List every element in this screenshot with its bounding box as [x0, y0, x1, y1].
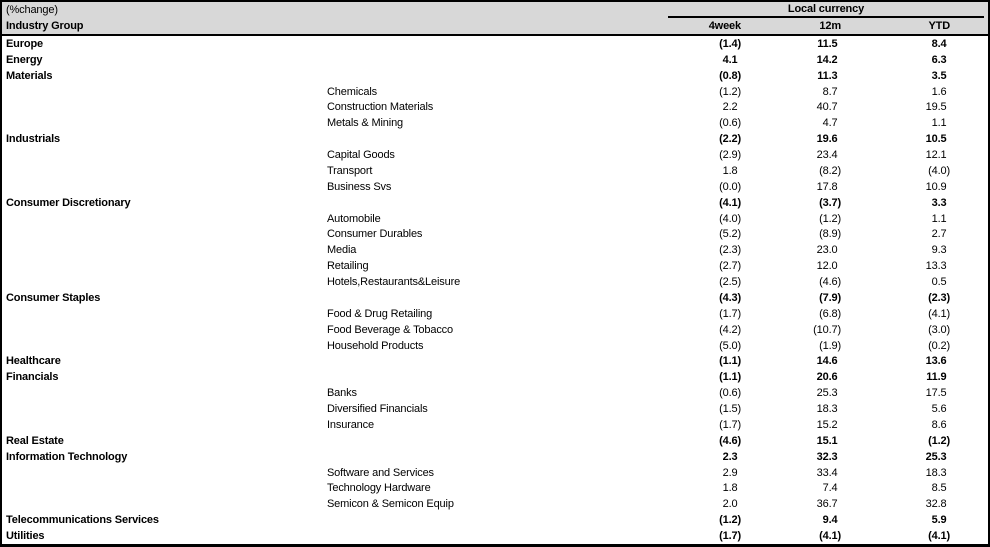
value-4week: (1.5)	[719, 403, 741, 416]
sub-industry-cell: Business Svs	[327, 180, 392, 193]
value-ytd: 3.5	[931, 69, 947, 82]
percent-change-label: (%change)	[6, 4, 58, 16]
value-12m: (3.7)	[819, 196, 841, 209]
value-12m: 7.4	[822, 482, 838, 495]
value-4week: (1.7)	[719, 418, 741, 431]
value-4week: (4.1)	[719, 196, 741, 209]
value-12m: 23.4	[816, 149, 838, 162]
value-12m: (1.9)	[819, 339, 841, 352]
value-4week: (1.7)	[719, 307, 741, 320]
industry-group-cell: Materials	[6, 69, 53, 82]
table-row	[2, 84, 988, 100]
value-4week: 2.0	[722, 498, 738, 511]
table-row	[2, 258, 988, 274]
value-ytd: 6.3	[931, 53, 947, 66]
value-12m: 18.3	[816, 403, 838, 416]
table-row	[2, 528, 988, 544]
table-row	[2, 306, 988, 322]
local-currency-header: Local currency	[668, 2, 984, 18]
table-row	[2, 354, 988, 370]
value-12m: 25.3	[816, 387, 838, 400]
value-4week: (0.0)	[719, 180, 741, 193]
value-ytd: (3.0)	[928, 323, 950, 336]
value-4week: (2.9)	[719, 149, 741, 162]
sub-industry-cell: Automobile	[327, 212, 381, 225]
value-12m: (8.9)	[819, 228, 841, 241]
value-4week: (0.6)	[719, 387, 741, 400]
value-4week: (2.2)	[719, 133, 741, 146]
table-row	[2, 100, 988, 116]
sub-industry-cell: Food Beverage & Tobacco	[327, 323, 453, 336]
value-4week: 2.2	[722, 101, 738, 114]
value-ytd: 1.6	[931, 85, 947, 98]
value-4week: 2.3	[722, 450, 738, 463]
value-4week: (1.2)	[719, 514, 741, 527]
value-ytd: 8.4	[931, 37, 947, 50]
value-4week: (0.6)	[719, 117, 741, 130]
value-12m: 12.0	[816, 260, 838, 273]
value-4week: 1.8	[722, 164, 738, 177]
value-ytd: 25.3	[925, 450, 947, 463]
header-row-2	[2, 18, 988, 34]
table-row	[2, 227, 988, 243]
sub-industry-cell: Retailing	[327, 260, 369, 273]
sub-industry-cell: Transport	[327, 164, 373, 177]
sub-industry-cell: Banks	[327, 387, 357, 400]
table-row	[2, 274, 988, 290]
industry-group-cell: Europe	[6, 37, 43, 50]
industry-group-header: Industry Group	[6, 20, 84, 32]
value-12m: 8.7	[822, 85, 838, 98]
table-row	[2, 481, 988, 497]
value-12m: 36.7	[816, 498, 838, 511]
value-ytd: (4.1)	[928, 530, 950, 543]
value-4week: 4.1	[722, 53, 738, 66]
value-ytd: (4.0)	[928, 164, 950, 177]
table-row	[2, 163, 988, 179]
sub-industry-cell: Semicon & Semicon Equip	[327, 498, 454, 511]
value-4week: (1.2)	[719, 85, 741, 98]
industry-group-cell: Financials	[6, 371, 59, 384]
table-row	[2, 211, 988, 227]
table-row	[2, 449, 988, 465]
value-4week: (2.7)	[719, 260, 741, 273]
value-12m: 9.4	[822, 514, 838, 527]
sub-industry-cell: Capital Goods	[327, 149, 395, 162]
sub-industry-cell: Software and Services	[327, 466, 434, 479]
sub-industry-cell: Hotels,Restaurants&Leisure	[327, 276, 461, 289]
value-ytd: 5.9	[931, 514, 947, 527]
sub-industry-cell: Diversified Financials	[327, 403, 428, 416]
sub-industry-cell: Technology Hardware	[327, 482, 431, 495]
industry-group-cell: Industrials	[6, 133, 60, 146]
value-ytd: 13.3	[925, 260, 947, 273]
value-ytd: 19.5	[925, 101, 947, 114]
industry-group-cell: Consumer Discretionary	[6, 196, 131, 209]
value-ytd: 3.3	[931, 196, 947, 209]
value-4week: (4.2)	[719, 323, 741, 336]
value-12m: 19.6	[816, 133, 838, 146]
value-ytd: 5.6	[931, 403, 947, 416]
table-header	[2, 2, 988, 36]
value-ytd: (4.1)	[928, 307, 950, 320]
industry-group-cell: Real Estate	[6, 434, 64, 447]
value-ytd: 11.9	[926, 371, 947, 384]
value-ytd: (0.2)	[928, 339, 950, 352]
table-row	[2, 385, 988, 401]
sub-industry-cell: Consumer Durables	[327, 228, 423, 241]
value-12m: (4.6)	[819, 276, 841, 289]
value-12m: (7.9)	[819, 291, 841, 304]
sub-industry-cell: Metals & Mining	[327, 117, 404, 130]
sub-industry-cell: Household Products	[327, 339, 424, 352]
table-row	[2, 512, 988, 528]
value-4week: (1.7)	[719, 530, 741, 543]
sub-industry-cell: Insurance	[327, 418, 374, 431]
value-ytd: 0.5	[931, 276, 947, 289]
table-row	[2, 496, 988, 512]
value-ytd: 17.5	[925, 387, 947, 400]
value-4week: (1.4)	[719, 37, 741, 50]
value-4week: (1.1)	[719, 371, 741, 384]
column-header-12m: 12m	[819, 20, 841, 32]
table-row	[2, 147, 988, 163]
value-4week: (5.2)	[719, 228, 741, 241]
table-row	[2, 131, 988, 147]
value-ytd: 18.3	[925, 466, 947, 479]
value-ytd: 13.6	[925, 355, 947, 368]
sub-industry-cell: Chemicals	[327, 85, 377, 98]
value-12m: 11.5	[817, 37, 838, 50]
value-ytd: 32.8	[925, 498, 947, 511]
header-row-1	[2, 2, 988, 18]
value-12m: 33.4	[816, 466, 838, 479]
value-ytd: 2.7	[931, 228, 947, 241]
table-row	[2, 195, 988, 211]
value-4week: (4.3)	[719, 291, 741, 304]
table-row	[2, 179, 988, 195]
table-row	[2, 115, 988, 131]
sub-industry-cell: Media	[327, 244, 357, 257]
value-12m: (1.2)	[819, 212, 841, 225]
value-12m: 14.6	[816, 355, 838, 368]
value-12m: 4.7	[822, 117, 838, 130]
value-4week: (2.5)	[719, 276, 741, 289]
value-ytd: 10.9	[925, 180, 947, 193]
table-row	[2, 290, 988, 306]
industry-group-cell: Utilities	[6, 530, 45, 543]
value-4week: 2.9	[722, 466, 738, 479]
value-ytd: 8.5	[931, 482, 947, 495]
value-12m: 20.6	[816, 371, 838, 384]
table-row	[2, 338, 988, 354]
industry-group-cell: Healthcare	[6, 355, 61, 368]
value-ytd: 12.1	[925, 149, 947, 162]
value-12m: 15.2	[816, 418, 838, 431]
value-12m: 11.3	[817, 69, 838, 82]
table-body	[2, 36, 988, 544]
value-ytd: 9.3	[931, 244, 947, 257]
column-header-4week: 4week	[708, 20, 741, 32]
value-ytd: (1.2)	[928, 434, 950, 447]
value-12m: (4.1)	[819, 530, 841, 543]
value-4week: (4.0)	[719, 212, 741, 225]
table-row	[2, 322, 988, 338]
value-12m: 14.2	[816, 53, 838, 66]
value-4week: (4.6)	[719, 434, 741, 447]
value-ytd: 1.1	[931, 117, 947, 130]
value-12m: 40.7	[816, 101, 838, 114]
value-12m: 32.3	[816, 450, 838, 463]
value-ytd: (2.3)	[928, 291, 950, 304]
table-row	[2, 242, 988, 258]
sub-industry-cell: Food & Drug Retailing	[327, 307, 433, 320]
value-ytd: 1.1	[931, 212, 947, 225]
value-4week: (1.1)	[719, 355, 741, 368]
table-row	[2, 433, 988, 449]
value-ytd: 8.6	[931, 418, 947, 431]
table-row	[2, 52, 988, 68]
value-12m: (8.2)	[819, 164, 841, 177]
table-row	[2, 465, 988, 481]
value-12m: 23.0	[816, 244, 838, 257]
value-4week: (5.0)	[719, 339, 741, 352]
table-row	[2, 369, 988, 385]
value-12m: 17.8	[816, 180, 838, 193]
value-12m: 15.1	[816, 434, 838, 447]
table-row	[2, 417, 988, 433]
sub-industry-cell: Construction Materials	[327, 101, 434, 114]
industry-group-cell: Consumer Staples	[6, 291, 101, 304]
industry-group-cell: Energy	[6, 53, 43, 66]
table-row	[2, 36, 988, 52]
industry-group-cell: Telecommunications Services	[6, 514, 159, 527]
value-ytd: 10.5	[925, 133, 947, 146]
value-4week: 1.8	[722, 482, 738, 495]
value-12m: (10.7)	[813, 323, 841, 336]
table-row	[2, 68, 988, 84]
value-4week: (0.8)	[719, 69, 741, 82]
value-12m: (6.8)	[819, 307, 841, 320]
column-header-ytd: YTD	[928, 20, 950, 32]
industry-group-cell: Information Technology	[6, 450, 128, 463]
table-row	[2, 401, 988, 417]
value-4week: (2.3)	[719, 244, 741, 257]
